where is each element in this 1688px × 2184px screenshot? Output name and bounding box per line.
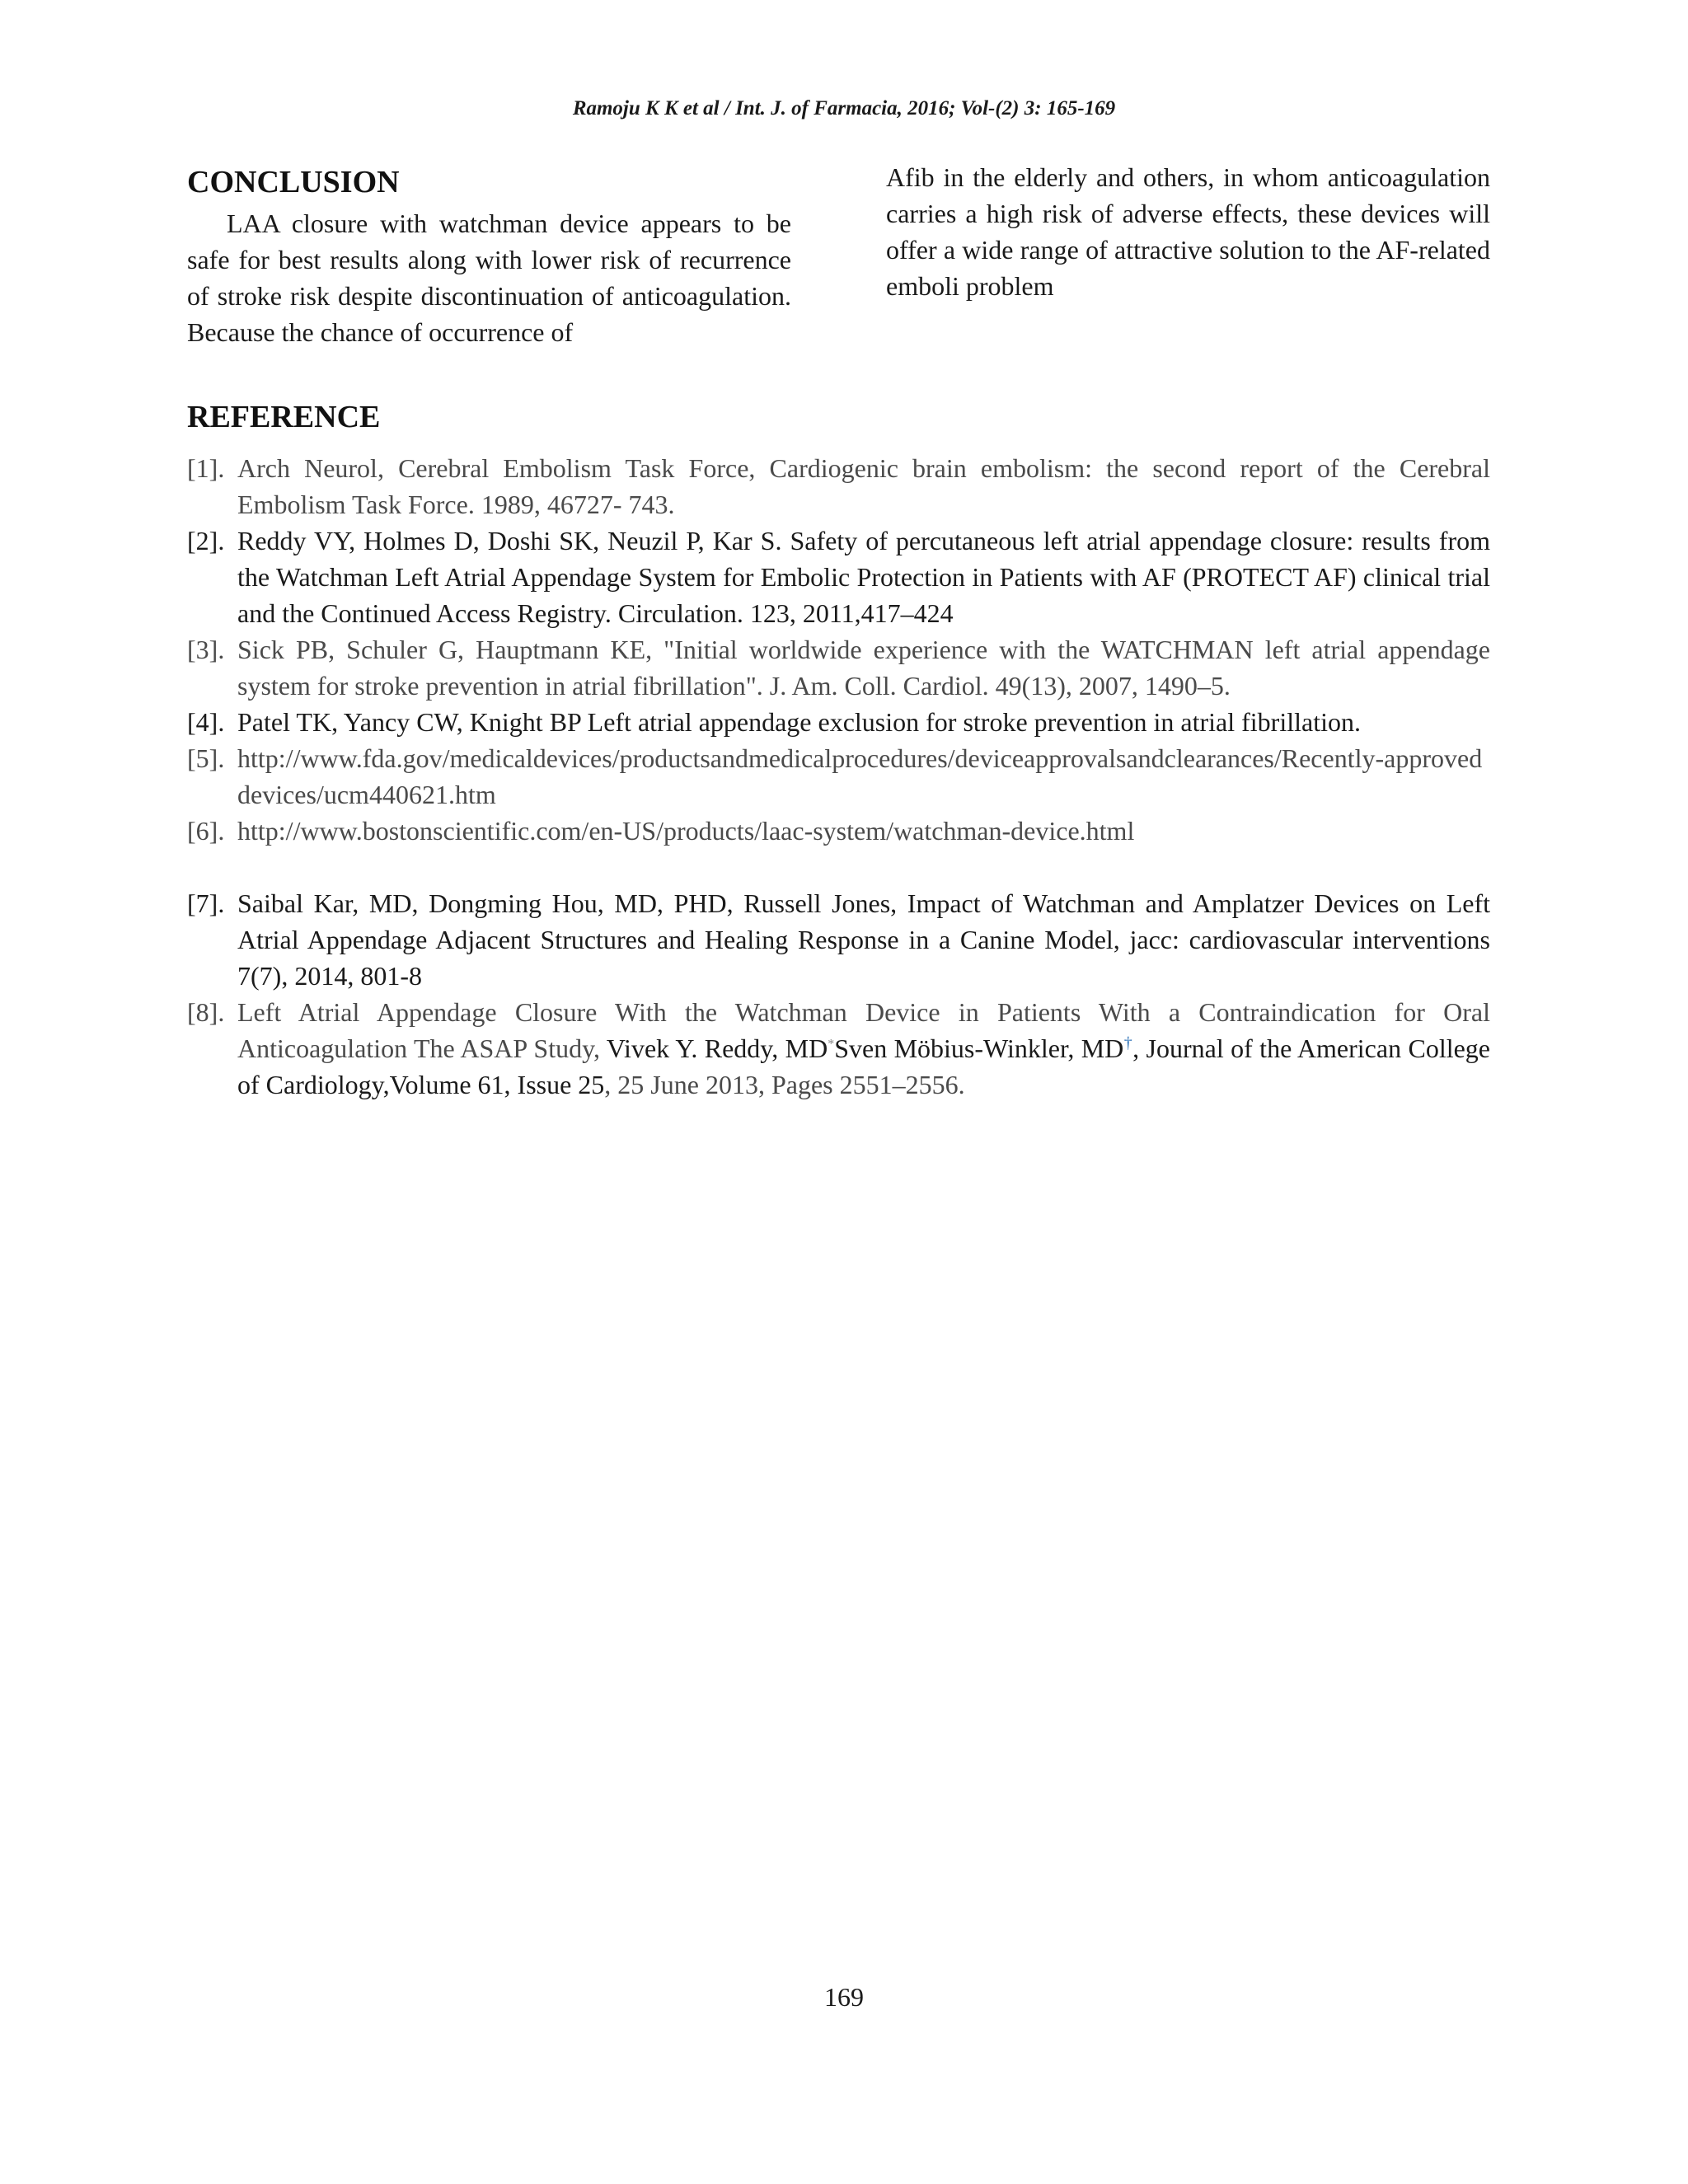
reference-number: [2]. (187, 526, 225, 555)
dagger-mark: † (1123, 1033, 1133, 1052)
reference-spacer (187, 849, 1490, 885)
reference-item-1 (187, 450, 1490, 523)
reference-text: Reddy VY, Holmes D, Doshi SK, Neuzil P, Kar S. Safety of percutaneous left atrial appendage closure: results from the Watchman Left Atrial Appendage System for Embolic Protection in Patients with AF (PROTECT AF) clinical trial and the Continued Access Registry. Circulation. 123, 2011,417–424 (237, 526, 1490, 628)
reference-item-4 (187, 704, 1490, 740)
reference-heading: REFERENCE (187, 400, 381, 434)
reference-author: Sven Möbius-Winkler, MD (834, 1033, 1124, 1063)
running-head: Ramoju K K et al / Int. J. of Farmacia, 2016; Vol-(2) 3: 165-169 (572, 97, 1116, 120)
reference-number: [7]. (187, 888, 225, 918)
page-number: 169 (824, 1982, 864, 2012)
reference-item-2 (187, 523, 1490, 631)
reference-author: Vivek Y. Reddy, MD (606, 1033, 828, 1063)
reference-item-5 (187, 740, 1490, 813)
reference-link[interactable]: http://www.fda.gov/medicaldevices/productsandmedicalprocedures/deviceapprovalsandclearances/Recently-approveddevices/ucm440621.htm (237, 743, 1483, 809)
conclusion-right-column (886, 159, 1490, 304)
reference-link[interactable]: http://www.bostonscientific.com/en-US/products/laac-system/watchman-device.html (237, 816, 1135, 846)
reference-list (187, 450, 1490, 1103)
reference-item-6 (187, 813, 1490, 849)
reference-journal: , Journal of the American College of Cardiology,Volume 61, Issue 25 (237, 1033, 1491, 1099)
reference-item-7 (187, 885, 1490, 994)
reference-number: [5]. (187, 743, 225, 773)
conclusion-text-left: LAA closure with watchman device appears to be safe for best results along with lower risk of recurrence of stroke risk despite discontinuation of anticoagulation. Because the chance of occurrence of (187, 209, 791, 347)
conclusion-text-right: Afib in the elderly and others, in whom anticoagulation carries a high risk of adverse effects, these devices will offer a wide range of attractive solution to the AF-related emboli problem (886, 162, 1490, 301)
reference-text: Patel TK, Yancy CW, Knight BP Left atrial appendage exclusion for stroke prevention in atrial fibrillation. (237, 707, 1361, 737)
reference-date-pages: , 25 June 2013, Pages 2551–2556. (604, 1070, 965, 1099)
reference-text: Saibal Kar, MD, Dongming Hou, MD, PHD, Russell Jones, Impact of Watchman and Amplatzer Devices on Left Atrial Appendage Adjacent Structures and Healing Response in a Canine Model, jacc: cardiovascular interventions 7(7), 2014, 801-8 (237, 888, 1490, 991)
reference-text: Sick PB, Schuler G, Hauptmann KE, "Initial worldwide experience with the WATCHMAN left atrial appendage system for stroke prevention in atrial fibrillation". J. Am. Coll. Cardiol. 49(13), 2007, 1490–5. (237, 635, 1490, 701)
reference-text (237, 994, 1490, 1103)
reference-item-3 (187, 631, 1490, 704)
conclusion-heading: CONCLUSION (187, 165, 400, 199)
reference-number: [4]. (187, 707, 225, 737)
conclusion-left-column (187, 159, 791, 350)
reference-item-8 (187, 994, 1490, 1103)
asterisk-mark: * (828, 1037, 835, 1052)
reference-title: Left Atrial Appendage Closure With the Watchman Device in Patients With a Contraindication for Oral Anticoagulation The ASAP Study, (237, 997, 1490, 1063)
reference-number: [8]. (187, 997, 225, 1027)
reference-number: [3]. (187, 635, 225, 664)
reference-number: [1]. (187, 453, 225, 483)
reference-number: [6]. (187, 816, 225, 846)
reference-text: Arch Neurol, Cerebral Embolism Task Force, Cardiogenic brain embolism: the second report of the Cerebral Embolism Task Force. 1989, 46727- 743. (237, 453, 1490, 519)
